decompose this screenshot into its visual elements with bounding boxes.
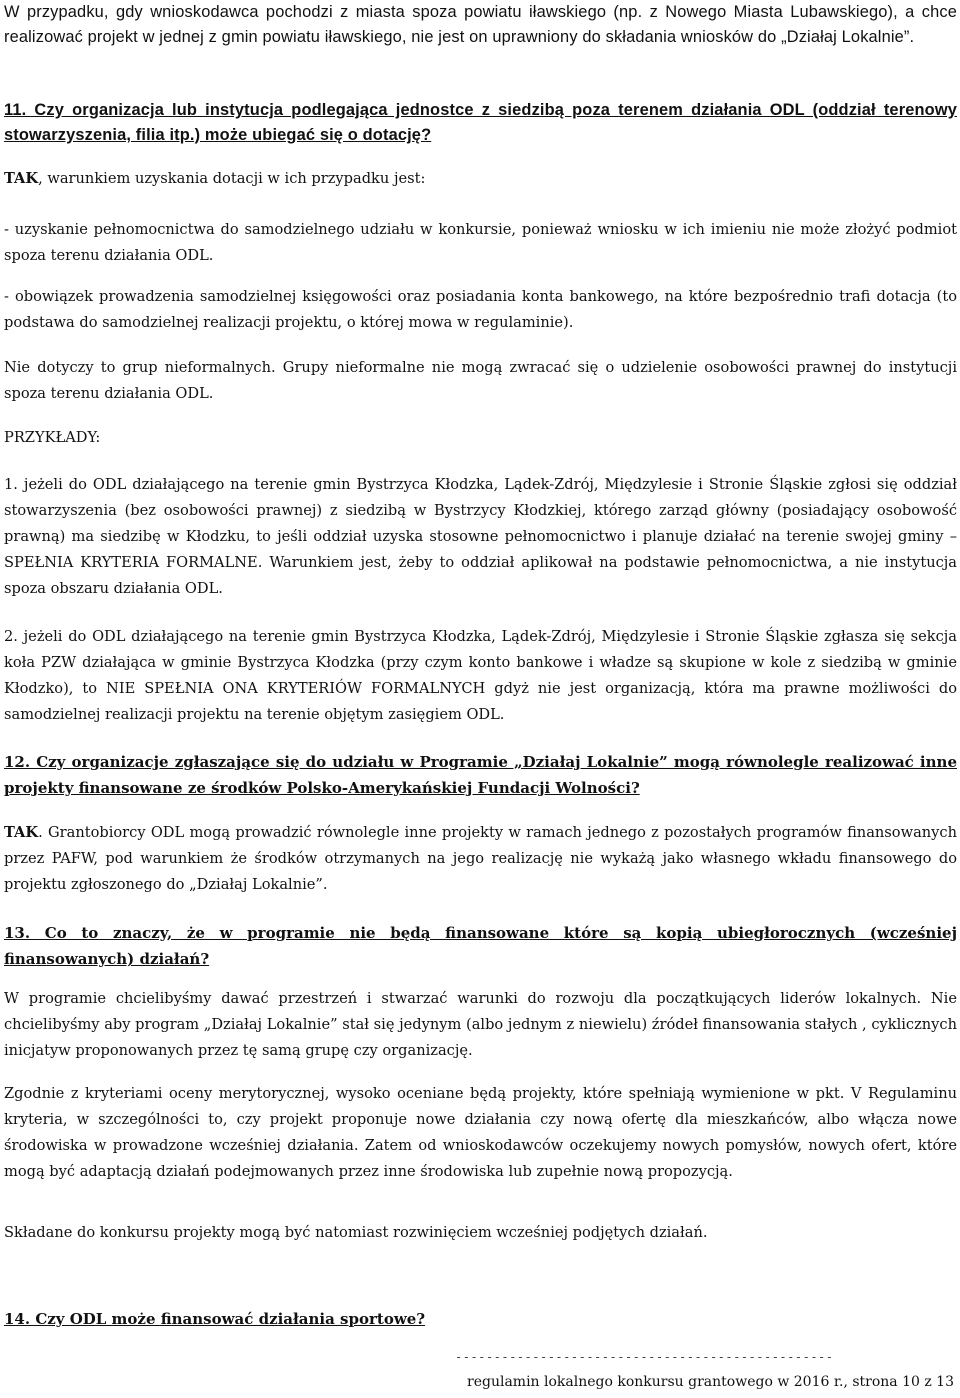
question-13-paragraph-2: Zgodnie z kryteriami oceny merytorycznej, wysoko oceniane będą projekty, które spełniają wymienione w pkt. V Regulaminu kryteria, w szczególności to, czy projekt proponuje nowe działania czy nową ofertę dla mieszkańców, albo włącza nowe środowiska w prowadzone wcześniej działania. Zatem od wnioskodawców oczekujemy nowych pomysłów, nowych ofert, które mogą być adaptacją działań podejmowanych przez inne środowiska lub zupełnie nową propozycją. xyxy=(4,1085,957,1180)
question-13-heading: 13. Co to znaczy, że w programie nie będą finansowane które są kopią ubiegłorocznych (wcześniej finansowanych) działań? xyxy=(4,924,957,968)
footer-page-info: regulamin lokalnego konkursu grantowego w 2016 r., strona 10 z 13 xyxy=(467,1374,954,1390)
intro-paragraph: W przypadku, gdy wnioskodawca pochodzi z miasta spoza powiatu iławskiego (np. z Nowego Miasta Lubawskiego), a chce realizować projekt w jednej z gmin powiatu iławskiego, nie jest on uprawniony do składania wniosków do „Działaj Lokalnie”. xyxy=(4,3,957,46)
question-11-answer xyxy=(4,166,957,192)
question-13-paragraph-1: W programie chcielibyśmy dawać przestrzeń i stwarzać warunki do rozwoju dla początkujących liderów lokalnych. Nie chcielibyśmy aby program „Działaj Lokalnie” stał się jedynym (albo jednym z niewielu) źródeł finansowania stałych , cyklicznych inicjatyw proponowanych przez tę samą grupę czy organizację. xyxy=(4,990,957,1059)
question-14-heading: 14. Czy ODL może finansować działania sportowe? xyxy=(4,1310,426,1328)
example-1: 1. jeżeli do ODL działającego na terenie gmin Bystrzyca Kłodzka, Lądek-Zdrój, Międzylesie i Stronie Śląskie zgłosi się oddział stowarzyszenia (bez osobowości prawnej) z siedzibą w Bystrzycy Kłodzkiej, którego zarząd główny (posiadający osobowość prawną) ma siedzibę w Kłodzku, to jeśli oddział uzyska stosowne pełnomocnictwo i planuje działać na terenie swojej gminy – SPEŁNIA KRYTERIA FORMALNE. Warunkiem jest, żeby to oddział aplikował na podstawie pełnomocnictwa, a nie instytucja spoza obszaru działania ODL. xyxy=(4,476,957,597)
question-12-answer xyxy=(4,820,957,898)
question-11-heading: 11. Czy organizacja lub instytucja podlegająca jednostce z siedzibą poza terenem działania ODL (oddział terenowy stowarzyszenia, filia itp.) może ubiegać się o dotację? xyxy=(4,101,957,144)
question-12-heading: 12. Czy organizacje zgłaszające się do udziału w Programie „Działaj Lokalnie” mogą równolegle realizować inne projekty finansowane ze środków Polsko-Amerykańskiej Fundacji Wolności? xyxy=(4,753,957,797)
question-11-informal-note: Nie dotyczy to grup nieformalnych. Grupy nieformalne nie mogą zwracać się o udzielenie osobowości prawnej do instytucji spoza terenu działania ODL. xyxy=(4,359,957,402)
answer-text: , warunkiem uzyskania dotacji w ich przypadku jest: xyxy=(38,170,426,187)
question-13-paragraph-3: Składane do konkursu projekty mogą być natomiast rozwinięciem wcześniej podjętych działań. xyxy=(4,1224,708,1241)
answer-text: . Grantobiorcy ODL mogą prowadzić równolegle inne projekty w ramach jednego z pozostałych programów finansowanych przez PAFW, pod warunkiem że środków otrzymanych na jego realizację nie wykażą jako własnego wkładu finansowego do projektu zgłoszonego do „Działaj Lokalnie”. xyxy=(4,824,957,893)
example-2: 2. jeżeli do ODL działającego na terenie gmin Bystrzyca Kłodzka, Lądek-Zdrój, Międzylesie i Stronie Śląskie zgłasza się sekcja koła PZW działająca w gminie Bystrzyca Kłodzka (przy czym konto bankowe i władze są skupione w kole z siedzibą w gminie Kłodzko), to NIE SPEŁNIA ONA KRYTERIÓW FORMALNYCH gdyż nie jest organizacją, która ma prawne możliwości do samodzielnej realizacji projektu na terenie objętym zasięgiem ODL. xyxy=(4,628,957,723)
question-11-bullet-2: - obowiązek prowadzenia samodzielnej księgowości oraz posiadania konta bankowego, na które bezpośrednio trafi dotacja (to podstawa do samodzielnej realizacji projektu, o której mowa w regulaminie). xyxy=(4,288,957,331)
answer-yes: TAK xyxy=(4,170,39,187)
footer-divider: ------------------------------------------------- xyxy=(455,1350,834,1364)
question-11-bullet-1: - uzyskanie pełnomocnictwa do samodzielnego udziału w konkursie, ponieważ wniosku w ich imieniu nie może złożyć podmiot spoza terenu działania ODL. xyxy=(4,221,957,264)
answer-yes: TAK xyxy=(4,824,39,841)
examples-label: PRZYKŁADY: xyxy=(4,429,101,446)
